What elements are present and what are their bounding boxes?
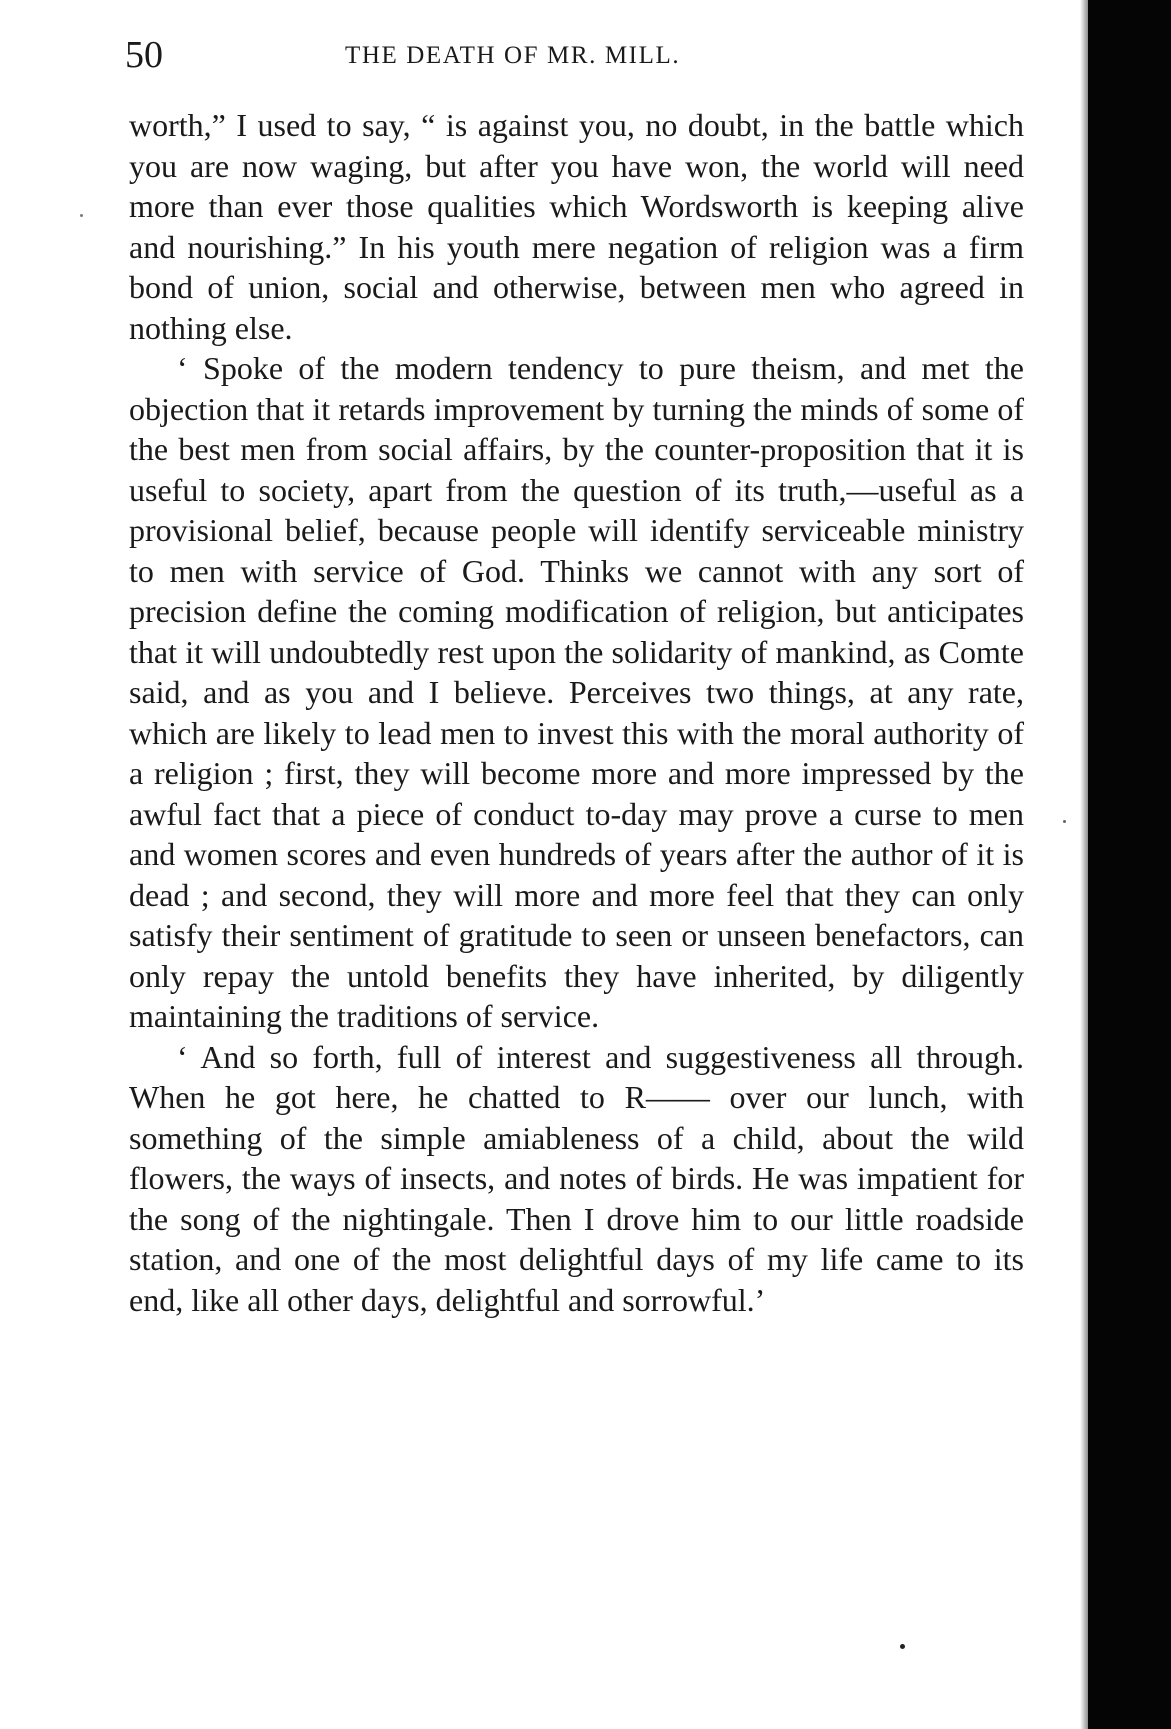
paragraph-theism: ‘ Spoke of the modern tendency to pure theism, and met the objection that it retards improvement by turning the minds of some of the best men from social affairs, by the counter-proposition that it is useful to society, apart from the question of its truth,—useful as a provisional belief, because people will identify serviceable ministry to men with service of God. Thinks we cannot with any sort of precision define the coming modification of religion, but anticipates that it will undoubtedly rest upon the solidarity of mankind, as Comte said, and as you and I believe. Perceives two things, at any rate, which are likely to lead men to invest this with the moral authority of a religion ; first, they will become more and more impressed by the awful fact that a piece of conduct to-day may prove a curse to men and women scores and even hundreds of years after the author of it is dead ; and second, they will more and more feel that they can only satisfy their sentiment of gratitude to seen or unseen benefactors, can only repay the untold benefits they have inherited, by diligently maintaining the traditions of service.: [129, 350, 1024, 1034]
ink-speck: [900, 1644, 905, 1649]
body-text: [129, 105, 1024, 1320]
running-title: THE DEATH OF MR. MILL.: [345, 42, 681, 69]
page-header: [125, 30, 1030, 80]
page-edge-black-margin: [1088, 0, 1171, 1729]
paragraph-conclusion: ‘ And so forth, full of interest and suggestiveness all through. When he got here, he chatted to R—— over our lunch, with something of the simple amiableness of a child, about the wild flowers, the ways of insects, and notes of birds. He was impatient for the song of the nightingale. Then I drove him to our little roadside station, and one of the most delightful days of my life came to its end, like all other days, delightful and sorrowful.’: [129, 1038, 1024, 1318]
ink-speck: [1063, 820, 1066, 823]
page-number: 50: [125, 34, 163, 76]
paragraph-continuation: worth,” I used to say, “ is against you, no doubt, in the battle which you are now waging, but after you have won, the world will need more than ever those qualities which Wordsworth is keeping alive and nourishing.” In his youth mere negation of religion was a firm bond of union, social and otherwise, between men who agreed in nothing else.: [129, 107, 1024, 346]
ink-speck: [80, 214, 83, 217]
